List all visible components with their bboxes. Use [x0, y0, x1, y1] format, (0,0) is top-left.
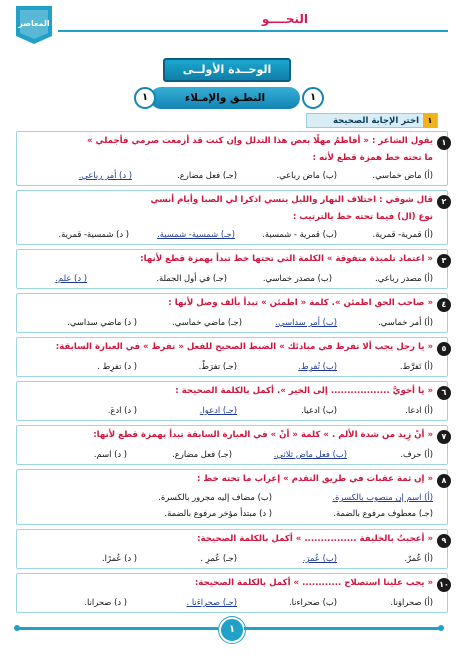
- question-number: ١: [437, 136, 451, 150]
- question-stem: يقول الشاعر : « أفاطمُ مهلًا بعض هذا التدلل وإن كنت قد أزمعت صرمي فأجملي »: [86, 136, 433, 146]
- option-a[interactable]: (أ) ماض خماسي.: [372, 170, 433, 180]
- option-a[interactable]: (أ) قمرية- قمرية.: [372, 229, 433, 239]
- question-7: [16, 425, 448, 465]
- option-c[interactable]: (جـ) معطوف مرفوع بالضمة.: [333, 508, 433, 518]
- question-number: ٦: [437, 386, 451, 400]
- option-c[interactable]: (جـ) فعل مضارع.: [177, 170, 237, 180]
- question-1: [16, 131, 448, 186]
- option-d[interactable]: ( د) ادعَ.: [107, 405, 137, 415]
- question-4: [16, 293, 448, 333]
- question-prompt: ما تحته خط همزة قطع لأنه :: [312, 153, 433, 163]
- question-number: ٢: [437, 195, 451, 209]
- option-c-correct[interactable]: (جـ) صحراءَنا .: [186, 597, 237, 607]
- option-c[interactable]: (جـ) تفرَطْ.: [198, 361, 237, 371]
- option-c[interactable]: (جـ) في أول الجملة.: [156, 273, 227, 283]
- question-number: ٤: [437, 298, 451, 312]
- option-a[interactable]: (أ) صحراوَنا.: [390, 597, 433, 607]
- question-stem: « إن ثمة عقبات في طريق التقدم » إعراب ما تحته خط :: [196, 474, 433, 484]
- option-c[interactable]: (جـ) فعل مضارع.: [172, 449, 232, 459]
- option-d[interactable]: ( د) شمسية- قمرية.: [58, 229, 129, 239]
- question-8: [16, 469, 448, 525]
- option-b-correct[interactable]: (ب) تُفرِط.: [298, 361, 337, 371]
- option-b-correct[interactable]: (ب) فعل ماض ثلاثي.: [273, 449, 347, 459]
- option-d[interactable]: ( د) اسم.: [93, 449, 127, 459]
- option-d-correct[interactable]: ( د) أمر رباعي.: [78, 170, 132, 180]
- question-2: [16, 190, 448, 245]
- option-d[interactable]: ( د) مبتدأ مؤخر مرفوع بالضمة.: [164, 508, 272, 518]
- option-d-correct[interactable]: ( د) علم.: [55, 273, 87, 283]
- lesson-number-left: ١: [134, 87, 156, 109]
- question-number: ٩: [437, 534, 451, 548]
- section-heading: [306, 113, 438, 128]
- unit-title: الوحــدة الأولــى: [163, 58, 291, 82]
- option-a[interactable]: (أ) مصدر رباعي.: [375, 273, 433, 283]
- subject-title: النحــــو: [261, 12, 308, 26]
- question-stem: « صاحب الحق اطمئن ». كلمة « اطمئن » تبدأ بألف وصل لأنها :: [168, 298, 433, 308]
- option-a[interactable]: (أ) حرف.: [400, 449, 433, 459]
- question-stem: قال شوقي : اختلاف النهار والليل ينسي اذكرا لي الصبا وأيام أنسي: [150, 195, 433, 205]
- option-a[interactable]: (أ) ادعا.: [405, 405, 433, 415]
- footer-rule-left: [18, 627, 218, 630]
- option-d[interactable]: ( د) صحرانا.: [84, 597, 127, 607]
- option-b[interactable]: (ب) مصدر خماسي.: [262, 273, 332, 283]
- question-number: ٣: [437, 254, 451, 268]
- question-prompt: نوع (ال) فيما تحته خط بالترتيب :: [292, 212, 433, 222]
- option-b[interactable]: (ب) صحراءنا.: [288, 597, 337, 607]
- question-6: [16, 381, 448, 421]
- header-rule: [58, 30, 448, 32]
- question-stem: « يا أخويَّ .................. إلى الخير ». أكمل بالكلمة الصحيحة :: [175, 386, 433, 396]
- option-b[interactable]: (ب) قمرية - شمسية.: [262, 229, 337, 239]
- option-c[interactable]: (جـ) عُمرِ .: [200, 553, 237, 563]
- question-stem: « يجب علينا استصلاح ............ » أكمل بالكلمة الصحيحة:: [194, 578, 433, 588]
- footer-rule-right: [244, 627, 440, 630]
- option-b-correct[interactable]: (ب) عُمرَ.: [302, 553, 337, 563]
- question-5: [16, 337, 448, 377]
- question-stem: « يا رجل يجب ألا تفرط في مبادئك » الضبط الصحيح للفعل « تفرط » في العبارة السابقة:: [55, 342, 433, 352]
- section-label: اختر الإجابة الصحيحة: [333, 116, 419, 126]
- option-a[interactable]: (أ) عُمرٌ.: [404, 553, 433, 563]
- publisher-logo: [12, 2, 56, 46]
- question-stem: « اعتماد تلميذة متفوقة » الكلمة التي تحتها خط تبدأ بهمزة قطع لأنها:: [140, 254, 433, 264]
- option-a[interactable]: (أ) تَفرَّط.: [399, 361, 433, 371]
- question-stem: « أعجبتُ بالخليفة ................ » أكمل بالكلمة الصحيحة:: [197, 534, 433, 544]
- lesson-number-right: ١: [302, 87, 324, 109]
- question-10: [16, 573, 448, 613]
- section-number: ١: [423, 113, 437, 128]
- question-number: ٥: [437, 342, 451, 356]
- option-a[interactable]: (أ) أمر خماسي.: [378, 317, 433, 327]
- question-number: ١٠: [437, 578, 451, 592]
- option-c[interactable]: (جـ) ماضي خماسي.: [172, 317, 242, 327]
- option-c-correct[interactable]: (جـ) ادعوا.: [199, 405, 237, 415]
- question-number: ٧: [437, 430, 451, 444]
- question-stem: « أنْ زِيد من شدة الألم . » كلمة « أنْ » في العبارة السابقة تبدأ بهمزة قطع لأنها:: [93, 430, 433, 440]
- question-9: [16, 529, 448, 569]
- option-d[interactable]: ( د) ماضي سداسي.: [67, 317, 137, 327]
- option-b-correct[interactable]: (ب) أمر سداسي.: [275, 317, 337, 327]
- svg-text:المعاصر: المعاصر: [18, 19, 50, 28]
- option-c-correct[interactable]: (جـ) شمسية- شمسية.: [157, 229, 235, 239]
- question-number: ٨: [437, 474, 451, 488]
- option-b[interactable]: (ب) مضاف إليه مجرور بالكسرة.: [158, 492, 272, 502]
- option-b[interactable]: (ب) ادعيا.: [301, 405, 337, 415]
- footer-dot-right: [438, 625, 444, 631]
- option-d[interactable]: ( د) تفرِط .: [97, 361, 137, 371]
- lesson-title: النطـق والإمـلاء: [150, 87, 300, 109]
- page-number: ١: [219, 617, 245, 643]
- question-3: [16, 249, 448, 289]
- option-a-correct[interactable]: (أ) اسم إن منصوب بالكسرة.: [332, 492, 433, 502]
- option-b[interactable]: (ب) ماض رباعي.: [276, 170, 337, 180]
- option-d[interactable]: ( د) عُمرًا.: [101, 553, 137, 563]
